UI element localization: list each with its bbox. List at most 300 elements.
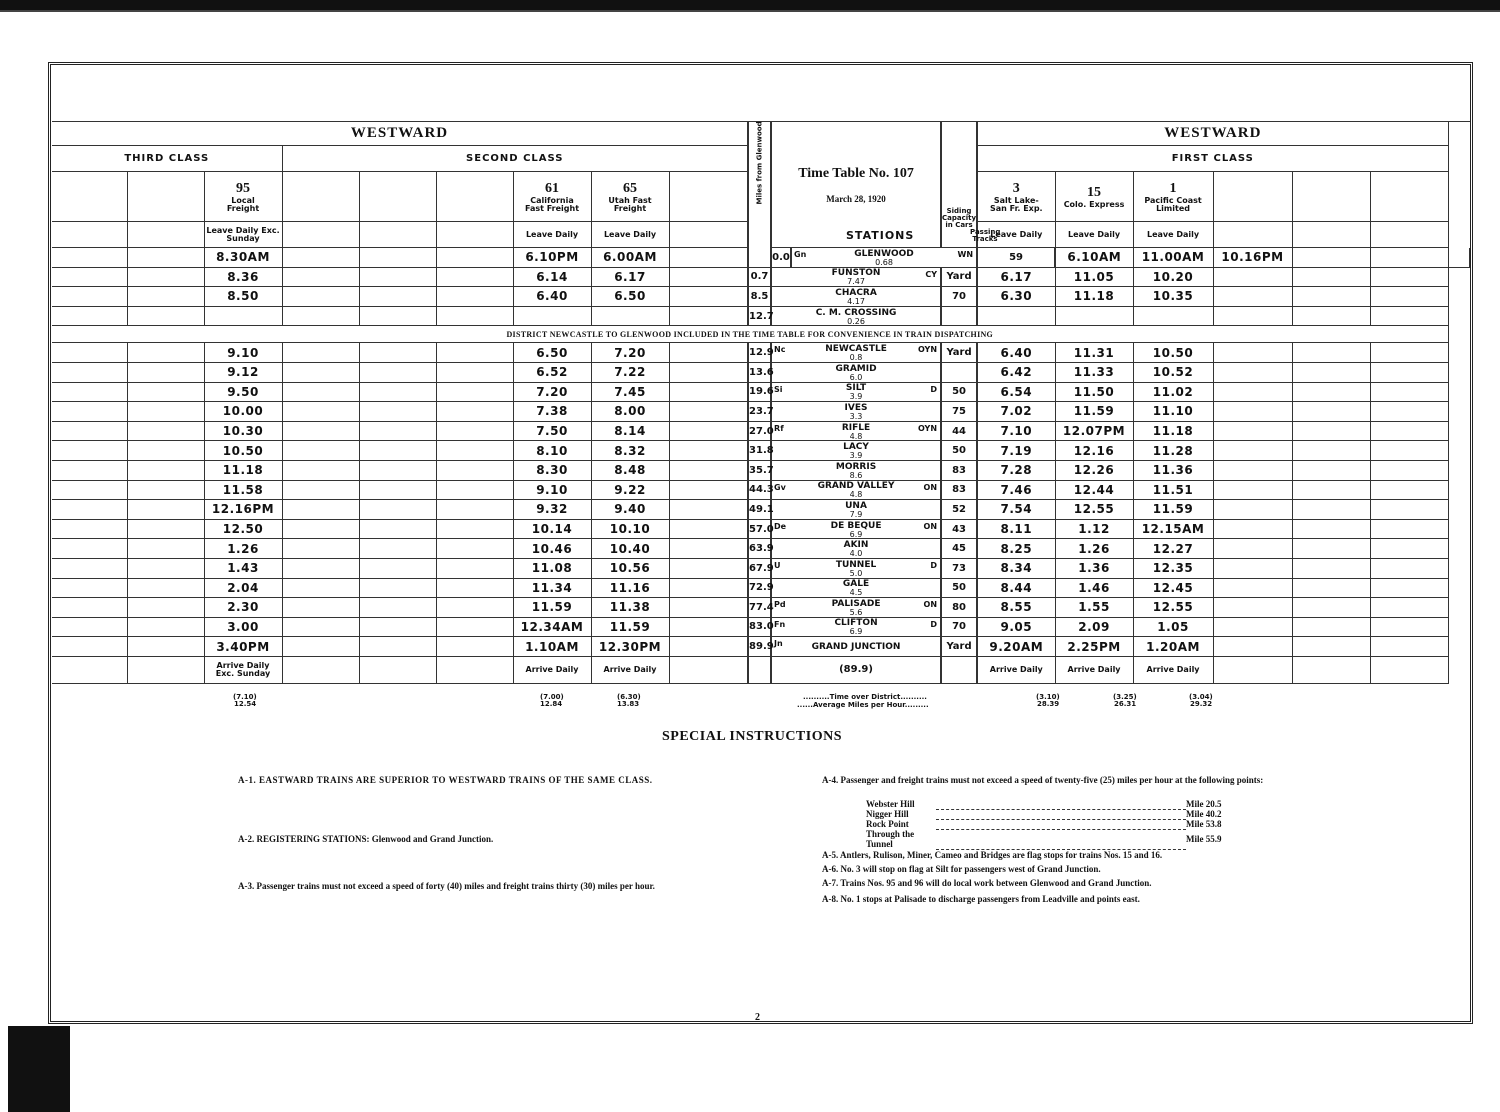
- train-3-time-over-district: (3.10): [1036, 693, 1060, 701]
- table-row: [52, 558, 1470, 578]
- train-15-time: 1.26: [1055, 539, 1133, 559]
- train-1-avg-speed: 29.32: [1190, 700, 1213, 708]
- mile-post: 12.7: [748, 306, 771, 326]
- station-code: Si: [774, 384, 783, 394]
- train-1-time: 12.35: [1133, 558, 1213, 578]
- point-mile: Mile 55.9: [1186, 834, 1222, 844]
- siding-capacity: 75: [941, 402, 977, 422]
- train-65-time: 7.20: [591, 343, 669, 363]
- station-cell: [771, 267, 941, 287]
- train-95-time: 12.50: [204, 519, 282, 539]
- train-3-time: 6.54: [977, 382, 1055, 402]
- list-item: [866, 829, 1222, 849]
- siding-capacity: [941, 362, 977, 382]
- train-1-time: 11.59: [1133, 500, 1213, 520]
- train-65-time: 10.40: [591, 539, 669, 559]
- train-95-time: 9.12: [204, 362, 282, 382]
- table-row: [52, 617, 1470, 637]
- mile-post: 77.4: [748, 598, 771, 618]
- train-15-leave: Leave Daily: [1055, 222, 1133, 248]
- train-61-time-over-district: (7.00): [540, 693, 564, 701]
- table-row: [52, 480, 1470, 500]
- train-15-time: 11.33: [1055, 362, 1133, 382]
- leader-dots: [936, 799, 1186, 809]
- siding-capacity: 45: [941, 539, 977, 559]
- train-95-time: [204, 306, 282, 326]
- siding-capacity-header: Siding Capacity in Cars: [941, 122, 977, 248]
- mile-post: 44.3: [748, 480, 771, 500]
- train-65-time: 11.59: [591, 617, 669, 637]
- train-15-time: 11.05: [1055, 267, 1133, 287]
- train-65-time: 12.30PM: [591, 637, 669, 657]
- train-1-time: 10.20: [1133, 267, 1213, 287]
- train-3-time: 7.10: [977, 421, 1055, 441]
- station-flags: ON: [923, 482, 938, 492]
- train-1-time: 11.10: [1133, 402, 1213, 422]
- list-item: [866, 799, 1222, 809]
- westward-heading-left: WESTWARD: [52, 122, 748, 146]
- train-65-time: 6.00AM: [591, 248, 669, 268]
- train-61-avg-speed: 12.84: [540, 700, 563, 708]
- station-name: IVES: [844, 402, 868, 413]
- train-95-time: 3.00: [204, 617, 282, 637]
- train-15-time: 11.59: [1055, 402, 1133, 422]
- distance-to-next: 8.6: [849, 470, 863, 480]
- mile-post: 27.0: [748, 421, 771, 441]
- distance-to-next: 6.0: [849, 372, 863, 382]
- train-1-leave: Leave Daily: [1133, 222, 1213, 248]
- station-name: GALE: [842, 579, 870, 590]
- table-row: [52, 637, 1470, 657]
- mile-post: 13.6: [748, 362, 771, 382]
- train-3-time: 7.19: [977, 441, 1055, 461]
- station-flags: OYN: [918, 345, 938, 355]
- train-61-time: 6.52: [513, 362, 591, 382]
- train-1-time: 10.50: [1133, 343, 1213, 363]
- distance-to-next: 3.9: [849, 392, 863, 402]
- train-65-time: 8.00: [591, 402, 669, 422]
- point-mile: Mile 40.2: [1186, 809, 1222, 819]
- leader-dots: [936, 829, 1186, 849]
- avg-mph-label: ......Average Miles per Hour.........: [797, 701, 929, 709]
- station-flags: ON: [923, 521, 938, 531]
- timetable-title: Time Table No. 107: [798, 165, 914, 181]
- train-3-time: 6.30: [977, 287, 1055, 307]
- table-row: [52, 287, 1470, 307]
- train-3-time: 7.28: [977, 460, 1055, 480]
- station-flags: ON: [923, 600, 938, 610]
- train-95-time: 10.00: [204, 402, 282, 422]
- stations-heading: STATIONS: [846, 229, 915, 242]
- station-name: PALISADE: [831, 598, 881, 609]
- train-15-time: 11.50: [1055, 382, 1133, 402]
- distance-to-next: 3.3: [849, 411, 863, 421]
- instruction-a6: A-6. No. 3 will stop on flag at Silt for passengers west of Grand Junction.: [822, 864, 1101, 874]
- train-65-time: 11.16: [591, 578, 669, 598]
- mile-post: 63.9: [748, 539, 771, 559]
- train-15-time-over-district: (3.25): [1113, 693, 1137, 701]
- station-cell: [771, 306, 941, 326]
- station-cell: [791, 248, 977, 268]
- station-name: GRAMID: [835, 363, 877, 374]
- third-class-heading: THIRD CLASS: [52, 146, 282, 172]
- table-row: [52, 343, 1470, 363]
- mile-post: 35.7: [748, 460, 771, 480]
- train-61-time: 8.30: [513, 460, 591, 480]
- train-1-time: 12.55: [1133, 598, 1213, 618]
- station-name: MORRIS: [835, 461, 877, 472]
- distance-to-next: 4.5: [849, 588, 863, 598]
- train-3-time: 8.25: [977, 539, 1055, 559]
- train-95-time: 8.50: [204, 287, 282, 307]
- mile-post: 19.6: [748, 382, 771, 402]
- station-cell: [771, 402, 941, 422]
- train-3-time: 7.46: [977, 480, 1055, 500]
- train-3-time: 7.02: [977, 402, 1055, 422]
- train-65-time: 11.38: [591, 598, 669, 618]
- district-note: DISTRICT NEWCASTLE TO GLENWOOD INCLUDED IN THE TIME TABLE FOR CONVENIENCE IN TRAIN DISPATCHING: [52, 326, 1448, 343]
- distance-to-next: 4.17: [847, 296, 865, 306]
- train-15-time: 12.55: [1055, 500, 1133, 520]
- point-mile: Mile 20.5: [1186, 799, 1222, 809]
- train-1-time: 12.45: [1133, 578, 1213, 598]
- train-61-arrive: Arrive Daily: [513, 656, 591, 683]
- siding-capacity: 44: [941, 421, 977, 441]
- station-flags: CY: [925, 269, 938, 279]
- list-item: [866, 809, 1222, 819]
- siding-capacity: [941, 306, 977, 326]
- train-65-leave: Leave Daily: [591, 222, 669, 248]
- station-name: TUNNEL: [835, 559, 877, 570]
- train-95-header: 95 Local Freight: [204, 172, 282, 222]
- train-65-time: 9.22: [591, 480, 669, 500]
- train-3-time: 6.42: [977, 362, 1055, 382]
- train-61-time: 6.14: [513, 267, 591, 287]
- speed-restriction-points: [866, 799, 1222, 850]
- train-3-time: [977, 306, 1055, 326]
- train-15-time: 2.09: [1055, 617, 1133, 637]
- time-over-district-label: ..........Time over District..........: [803, 693, 927, 701]
- station-cell: [771, 617, 941, 637]
- siding-capacity: 50: [941, 382, 977, 402]
- station-name: SILT: [845, 383, 867, 394]
- train-1-time: 11.28: [1133, 441, 1213, 461]
- train-61-time: 10.14: [513, 519, 591, 539]
- train-15-time: 11.00AM: [1133, 248, 1213, 268]
- train-95-time: 1.43: [204, 558, 282, 578]
- train-3-header: 3 Salt Lake-San Fr. Exp.: [977, 172, 1055, 222]
- train-61-time: 7.20: [513, 382, 591, 402]
- station-cell: [771, 362, 941, 382]
- mile-post: 72.9: [748, 578, 771, 598]
- train-15-time: 1.46: [1055, 578, 1133, 598]
- train-65-time: 10.56: [591, 558, 669, 578]
- distance-to-next: 0.8: [849, 353, 863, 363]
- first-class-heading: FIRST CLASS: [977, 146, 1448, 172]
- train-61-time: 12.34AM: [513, 617, 591, 637]
- mile-post: 23.7: [748, 402, 771, 422]
- train-1-time: 11.02: [1133, 382, 1213, 402]
- station-name: CHACRA: [835, 287, 877, 298]
- train-3-time: 7.54: [977, 500, 1055, 520]
- siding-capacity: 52: [941, 500, 977, 520]
- train-61-time: [513, 306, 591, 326]
- mile-post: 0.0: [771, 248, 791, 268]
- siding-capacity: 83: [941, 480, 977, 500]
- timetable-date: March 28, 1920: [826, 193, 886, 204]
- mile-post: 12.9: [748, 343, 771, 363]
- train-1-time: 10.35: [1133, 287, 1213, 307]
- train-15-time: 12.07PM: [1055, 421, 1133, 441]
- station-cell: [771, 441, 941, 461]
- leader-dots: [936, 809, 1186, 819]
- westward-heading-right: WESTWARD: [977, 122, 1448, 146]
- distance-to-next: 4.8: [849, 490, 863, 500]
- train-95-arrive: Arrive Daily Exc. Sunday: [204, 656, 282, 683]
- point-name: Webster Hill: [866, 799, 915, 809]
- mile-post: 31.8: [748, 441, 771, 461]
- train-95-time: 8.30AM: [204, 248, 282, 268]
- train-61-header: 61 California Fast Freight: [513, 172, 591, 222]
- train-61-time: 11.34: [513, 578, 591, 598]
- train-3-time: 8.11: [977, 519, 1055, 539]
- train-95-time: 12.16PM: [204, 500, 282, 520]
- siding-capacity: 59: [977, 248, 1055, 268]
- instruction-a8: A-8. No. 1 stops at Palisade to discharge passengers from Leadville and points east.: [822, 894, 1140, 904]
- train-3-arrive: Arrive Daily: [977, 656, 1055, 683]
- siding-capacity: 73: [941, 558, 977, 578]
- scan-top-edge-shadow: [0, 10, 1500, 12]
- instruction-a5: A-5. Antlers, Rulison, Miner, Cameo and Bridges are flag stops for trains Nos. 15 and 16.: [822, 850, 1163, 860]
- instruction-a4: A-4. Passenger and freight trains must not exceed a speed of twenty-five (25) miles per hour at the following points:: [822, 775, 1264, 785]
- station-code: Fn: [774, 619, 786, 629]
- train-65-header: 65 Utah Fast Freight: [591, 172, 669, 222]
- station-name: DE BEQUE: [830, 520, 882, 531]
- train-65-time-over-district: (6.30): [617, 693, 641, 701]
- instruction-a7: A-7. Trains Nos. 95 and 96 will do local work between Glenwood and Grand Junction.: [822, 878, 1152, 888]
- station-name: RIFLE: [841, 422, 871, 433]
- train-15-avg-speed: 26.31: [1114, 700, 1137, 708]
- special-instructions-title: SPECIAL INSTRUCTIONS: [662, 729, 842, 744]
- table-row: [52, 402, 1470, 422]
- station-name: LACY: [843, 442, 869, 453]
- train-1-time: 1.20AM: [1133, 637, 1213, 657]
- distance-to-next: 3.9: [849, 451, 863, 461]
- siding-capacity: Yard: [941, 267, 977, 287]
- station-code: Nc: [774, 345, 786, 355]
- siding-capacity: 83: [941, 460, 977, 480]
- table-row: [52, 460, 1470, 480]
- station-cell: [771, 382, 941, 402]
- leader-dots: [936, 819, 1186, 829]
- table-row: [52, 598, 1470, 618]
- train-65-time: 7.22: [591, 362, 669, 382]
- table-row: [52, 267, 1470, 287]
- station-name: CLIFTON: [834, 618, 878, 629]
- distance-to-next: 4.8: [849, 431, 863, 441]
- train-1-time: 11.18: [1133, 421, 1213, 441]
- train-61-time: 11.08: [513, 558, 591, 578]
- train-95-time: 10.30: [204, 421, 282, 441]
- page-number: 2: [755, 1012, 760, 1023]
- train-65-time: 8.32: [591, 441, 669, 461]
- station-name: GRAND VALLEY: [817, 481, 895, 492]
- train-1-time: [1133, 306, 1213, 326]
- station-cell: [771, 598, 941, 618]
- station-flags: D: [930, 560, 938, 570]
- siding-capacity: 50: [941, 441, 977, 461]
- distance-to-next: 5.6: [849, 607, 863, 617]
- point-name: Rock Point: [866, 819, 909, 829]
- station-flags: OYN: [918, 423, 938, 433]
- station-name: GLENWOOD: [854, 248, 914, 259]
- train-3-time: 9.05: [977, 617, 1055, 637]
- train-3-leave: Leave Daily: [977, 222, 1055, 248]
- second-class-heading: SECOND CLASS: [282, 146, 748, 172]
- miles-from-glenwood-header: Miles from Glenwood: [748, 122, 771, 268]
- train-15-time: 11.18: [1055, 287, 1133, 307]
- point-name: Through the Tunnel: [866, 829, 915, 849]
- train-95-time: 10.50: [204, 441, 282, 461]
- train-61-time: 1.10AM: [513, 637, 591, 657]
- train-95-time: 9.50: [204, 382, 282, 402]
- table-row: [52, 382, 1470, 402]
- train-1-time: 10.52: [1133, 362, 1213, 382]
- mile-post: 89.9: [748, 637, 771, 657]
- train-3-time: 8.55: [977, 598, 1055, 618]
- train-65-time: 10.10: [591, 519, 669, 539]
- station-name: AKIN: [843, 540, 869, 551]
- train-61-time: 6.50: [513, 343, 591, 363]
- train-15-time: 1.55: [1055, 598, 1133, 618]
- station-code: Pd: [774, 600, 786, 610]
- station-cell: [771, 460, 941, 480]
- train-15-time: 12.44: [1055, 480, 1133, 500]
- mile-post: 8.5: [748, 287, 771, 307]
- train-3-time: 6.40: [977, 343, 1055, 363]
- station-cell: [771, 558, 941, 578]
- distance-to-next: 7.47: [847, 277, 865, 287]
- train-61-leave: Leave Daily: [513, 222, 591, 248]
- train-15-time: 12.26: [1055, 460, 1133, 480]
- train-1-time: 11.51: [1133, 480, 1213, 500]
- train-15-header: 15 Colo. Express: [1055, 172, 1133, 222]
- station-cell: [771, 539, 941, 559]
- instruction-a1: A-1. EASTWARD TRAINS ARE SUPERIOR TO WESTWARD TRAINS OF THE SAME CLASS.: [238, 775, 653, 785]
- timetable: [52, 121, 1470, 684]
- train-65-time: 7.45: [591, 382, 669, 402]
- train-95-time: 2.30: [204, 598, 282, 618]
- train-95-time: 3.40PM: [204, 637, 282, 657]
- siding-capacity: 80: [941, 598, 977, 618]
- arrive-row: [52, 656, 1470, 683]
- train-1-header: 1 Pacific Coast Limited: [1133, 172, 1213, 222]
- train-1-time: 11.36: [1133, 460, 1213, 480]
- station-cell: [771, 480, 941, 500]
- train-1-time: 1.05: [1133, 617, 1213, 637]
- train-61-time: 10.46: [513, 539, 591, 559]
- station-code: Gv: [774, 482, 786, 492]
- train-65-time: 6.17: [591, 267, 669, 287]
- distance-to-next: 0.26: [847, 316, 865, 326]
- station-code: Rf: [774, 423, 784, 433]
- train-61-time: 7.50: [513, 421, 591, 441]
- table-row: [52, 306, 1470, 326]
- siding-capacity: 70: [941, 617, 977, 637]
- station-cell: [771, 578, 941, 598]
- mile-post: 83.0: [748, 617, 771, 637]
- train-61-time: 7.38: [513, 402, 591, 422]
- train-95-time: 1.26: [204, 539, 282, 559]
- mile-post: 57.0: [748, 519, 771, 539]
- train-61-time: 11.59: [513, 598, 591, 618]
- siding-capacity: 43: [941, 519, 977, 539]
- station-name: GRAND JUNCTION: [811, 641, 901, 652]
- train-3-avg-speed: 28.39: [1037, 700, 1060, 708]
- distance-to-next: 6.9: [849, 529, 863, 539]
- scan-top-edge: [0, 0, 1500, 10]
- passing-tracks-label: Passing Tracks: [970, 228, 1001, 243]
- scan-corner-mark: [8, 1026, 70, 1112]
- distance-to-next: 5.0: [849, 568, 863, 578]
- station-flags: D: [930, 619, 938, 629]
- siding-capacity: Yard: [941, 637, 977, 657]
- mile-post: 49.1: [748, 500, 771, 520]
- table-row: [52, 441, 1470, 461]
- table-row: [52, 421, 1470, 441]
- train-15-time: 2.25PM: [1055, 637, 1133, 657]
- table-row: [52, 362, 1470, 382]
- station-cell: [771, 519, 941, 539]
- mile-post: 67.9: [748, 558, 771, 578]
- instruction-a2: A-2. REGISTERING STATIONS: Glenwood and Grand Junction.: [238, 834, 494, 844]
- station-code: U: [774, 560, 781, 570]
- siding-capacity: Yard: [941, 343, 977, 363]
- train-1-time-over-district: (3.04): [1189, 693, 1213, 701]
- station-code: Gn: [794, 250, 807, 259]
- table-row: [52, 578, 1470, 598]
- train-65-time: [591, 306, 669, 326]
- station-cell: [771, 287, 941, 307]
- total-miles: (89.9): [771, 656, 941, 683]
- distance-to-next: 0.68: [875, 257, 893, 267]
- train-65-time: 8.48: [591, 460, 669, 480]
- train-3-time: 6.17: [977, 267, 1055, 287]
- train-15-time: 1.36: [1055, 558, 1133, 578]
- train-61-time: 9.32: [513, 500, 591, 520]
- station-name: NEWCASTLE: [825, 344, 887, 355]
- table-row: [52, 539, 1470, 559]
- siding-capacity: 50: [941, 578, 977, 598]
- district-note-row: [52, 326, 1470, 343]
- station-name: C. M. CROSSING: [815, 307, 897, 318]
- distance-to-next: 7.9: [849, 509, 863, 519]
- train-65-arrive: Arrive Daily: [591, 656, 669, 683]
- station-cell: [771, 343, 941, 363]
- train-65-time: 6.50: [591, 287, 669, 307]
- train-3-time: 6.10AM: [1055, 248, 1133, 268]
- distance-to-next: 6.9: [849, 627, 863, 637]
- station-code: De: [774, 521, 787, 531]
- train-15-time: 1.12: [1055, 519, 1133, 539]
- instruction-a3: A-3. Passenger trains must not exceed a speed of forty (40) miles and freight trains thirty (30) miles per hour.: [238, 881, 655, 891]
- siding-capacity: 70: [941, 287, 977, 307]
- train-1-time: 12.15AM: [1133, 519, 1213, 539]
- train-61-time: 8.10: [513, 441, 591, 461]
- mile-post: 0.7: [748, 267, 771, 287]
- train-95-time: 8.36: [204, 267, 282, 287]
- train-3-time: 9.20AM: [977, 637, 1055, 657]
